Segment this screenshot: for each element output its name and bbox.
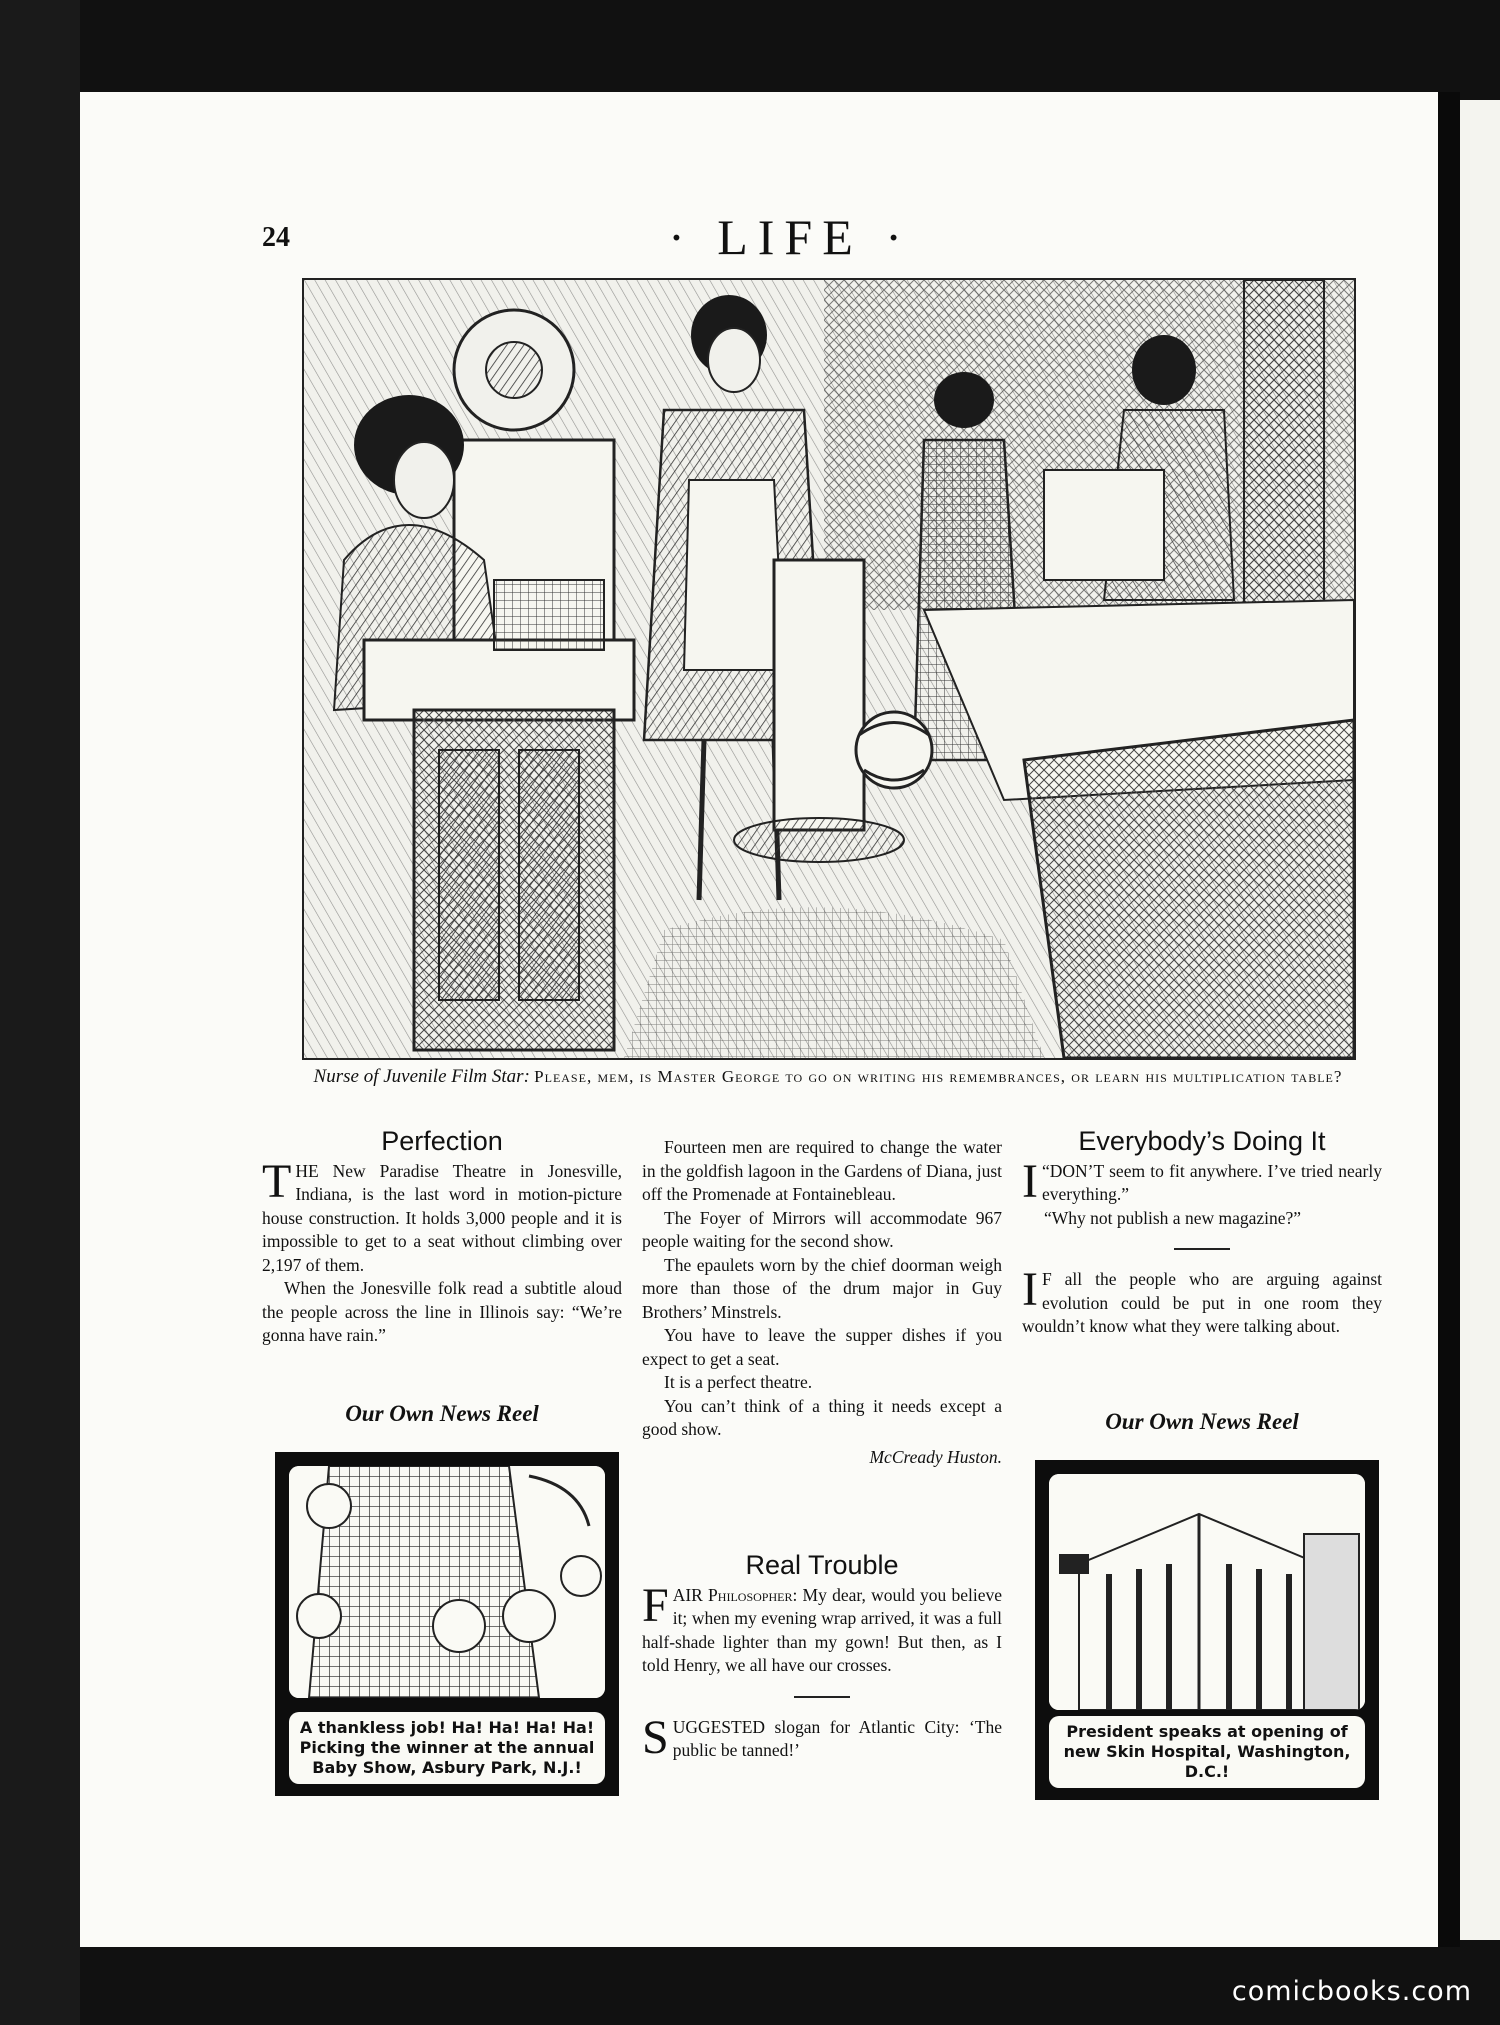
real-trouble-speaker: AIR Philosopher: <box>672 1584 798 1605</box>
next-page-edge <box>1460 100 1500 1940</box>
scan-background <box>0 0 80 2025</box>
quote-open: “ <box>1041 1160 1050 1181</box>
author-signature: McCready Huston. <box>869 1446 1002 1467</box>
evolution-text: F all the people who are arguing against evolution could be put in one room they wouldn’t know what they were talking about. <box>1022 1269 1382 1336</box>
news-reel-right-illustration <box>1049 1474 1365 1710</box>
everybody-title: Everybody’s Doing It <box>1078 1126 1326 1156</box>
perfection-paragraph-4: The Foyer of Mirrors will accommodate 967 people waiting for the second show. <box>642 1207 1002 1251</box>
magazine-title: · LIFE · <box>668 209 912 265</box>
cartoon-illustration <box>302 278 1356 1060</box>
caption-speech: Please, mem, is Master George to go on writing his remembrances, or learn his multiplication table? <box>534 1067 1343 1086</box>
page-number: 24 <box>262 222 290 253</box>
divider <box>1174 1248 1230 1250</box>
news-reel-right-caption: President speaks at opening of new Skin Hospital, Washington, D.C.! <box>1049 1716 1365 1788</box>
binding-gutter <box>1438 92 1460 1947</box>
news-reel-left-panel <box>275 1452 619 1796</box>
dropcap: I <box>1022 1154 1038 1208</box>
news-reel-left-title-wrap <box>262 1402 622 1426</box>
site-watermark: comicbooks.com <box>1231 1976 1472 2007</box>
dropcap: I <box>1022 1263 1038 1316</box>
news-reel-right-title: Our Own News Reel <box>1105 1409 1299 1434</box>
perfection-paragraph-5: The epaulets worn by the chief doorman weigh more than those of the drum major in Guy Brothers’ Minstrels. <box>642 1254 1002 1322</box>
news-reel-left-caption: A thankless job! Ha! Ha! Ha! Ha! Picking the winner at the annual Baby Show, Asbury Park, N.J.! <box>289 1712 605 1784</box>
news-reel-right-title-wrap <box>1022 1410 1382 1434</box>
perfection-paragraph-6: You have to leave the supper dishes if you expect to get a seat. <box>642 1325 1002 1369</box>
real-trouble-text: My dear, would you believe it; when my evening wrap arrived, it was a full half-shade lighter than my gown! But then, as I told Henry, we all have our crosses. <box>642 1584 1003 1675</box>
real-trouble-title: Real Trouble <box>745 1550 899 1580</box>
perfection-paragraph-2: When the Jonesville folk read a subtitle aloud the people across the line in Illinois say: “We’re gonna have rain.” <box>262 1278 622 1345</box>
dropcap: F <box>642 1578 669 1632</box>
slogan-text: UGGESTED slogan for Atlantic City: ‘The public be tanned!’ <box>672 1716 1002 1760</box>
perfection-paragraph-3: Fourteen men are required to change the water in the goldfish lagoon in the Gardens of Diana, just off the Promenade at Fontainebleau. <box>642 1137 1002 1204</box>
everybody-quote-2: “Why not publish a new magazine?” <box>1044 1207 1302 1228</box>
everybody-quote-1: DON’T seem to fit anywhere. I’ve tried nearly everything.” <box>1041 1160 1382 1204</box>
perfection-article-continued <box>642 1136 1002 1469</box>
perfection-paragraph-7: It is a perfect theatre. <box>664 1372 813 1392</box>
dropcap: T <box>262 1154 292 1208</box>
everybody-article <box>1022 1126 1382 1339</box>
cartoon-caption <box>300 1064 1356 1089</box>
divider <box>794 1696 850 1698</box>
caption-speaker: Nurse of Juvenile Film Star: <box>313 1066 530 1087</box>
news-reel-left-title: Our Own News Reel <box>345 1401 539 1426</box>
news-reel-right-panel <box>1035 1460 1379 1800</box>
perfection-title: Perfection <box>381 1126 503 1156</box>
perfection-article <box>262 1126 622 1348</box>
perfection-paragraph-8: You can’t think of a thing it needs except a good show. <box>642 1395 1002 1439</box>
perfection-paragraph-1: HE New Paradise Theatre in Jonesville, Indiana, is the last word in motion-picture house construction. It holds 3,000 people and it is impossible to get to a seat without climbing over 2,197 of them. <box>262 1160 622 1275</box>
dropcap: S <box>642 1710 669 1764</box>
news-reel-left-illustration <box>289 1466 605 1698</box>
real-trouble-article <box>642 1550 1003 1764</box>
